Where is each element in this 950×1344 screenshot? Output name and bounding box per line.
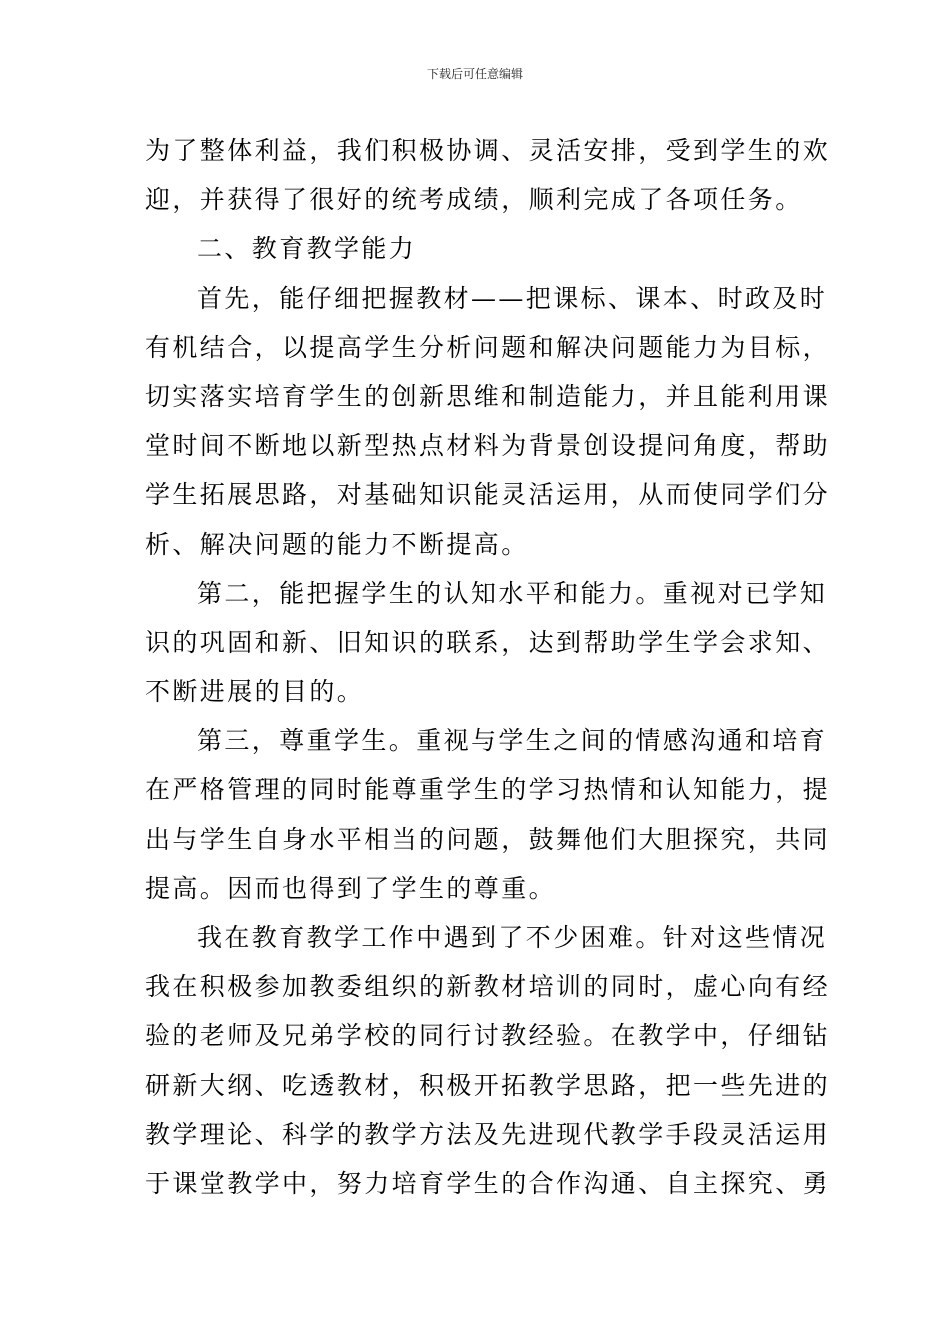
document-body (145, 126, 831, 1208)
text-line: 迎，并获得了很好的统考成绩，顺利完成了各项任务。 (145, 185, 803, 215)
text-line: 于课堂教学中，努力培育学生的合作沟通、自主探究、勇 (145, 1168, 831, 1198)
text-line: 验的老师及兄弟学校的同行讨教经验。在教学中，仔细钻 (145, 1021, 831, 1051)
text-line: 切实落实培育学生的创新思维和制造能力，并且能利用课 (145, 381, 831, 411)
text-line: 学生拓展思路，对基础知识能灵活运用，从而使同学们分 (145, 480, 831, 510)
text-line: 出与学生自身水平相当的问题，鼓舞他们大胆探究，共同 (145, 824, 831, 854)
page-header: 下载后可任意编辑 (426, 67, 523, 81)
text-line: 为了整体利益，我们积极协调、灵活安排，受到学生的欢 (145, 136, 831, 165)
paragraph-start-line: 首先，能仔细把握教材——把课标、课本、时政及时 (197, 283, 828, 313)
text-line: 识的巩固和新、旧知识的联系，达到帮助学生学会求知、 (145, 627, 831, 657)
paragraph-start-line: 我在教育教学工作中遇到了不少困难。针对这些情况 (197, 923, 828, 952)
paragraph-start-line: 第二，能把握学生的认知水平和能力。重视对已学知 (197, 578, 828, 608)
text-line: 不断进展的目的。 (145, 677, 365, 707)
text-line: 在严格管理的同时能尊重学生的学习热情和认知能力，提 (145, 775, 831, 805)
text-line: 提高。因而也得到了学生的尊重。 (145, 873, 557, 903)
text-line: 研新大纲、吃透教材，积极开拓教学思路，把一些先进的 (145, 1070, 831, 1100)
text-line: 我在积极参加教委组织的新教材培训的同时，虚心向有经 (145, 972, 831, 1002)
paragraph-start-line: 第三，尊重学生。重视与学生之间的情感沟通和培育 (197, 726, 828, 756)
section-heading: 二、教育教学能力 (197, 234, 417, 264)
text-line: 有机结合，以提高学生分析问题和解决问题能力为目标， (145, 332, 831, 362)
text-line: 堂时间不断地以新型热点材料为背景创设提问角度，帮助 (145, 431, 831, 461)
text-line: 教学理论、科学的教学方法及先进现代教学手段灵活运用 (145, 1119, 831, 1149)
text-line: 析、解决问题的能力不断提高。 (145, 529, 529, 559)
